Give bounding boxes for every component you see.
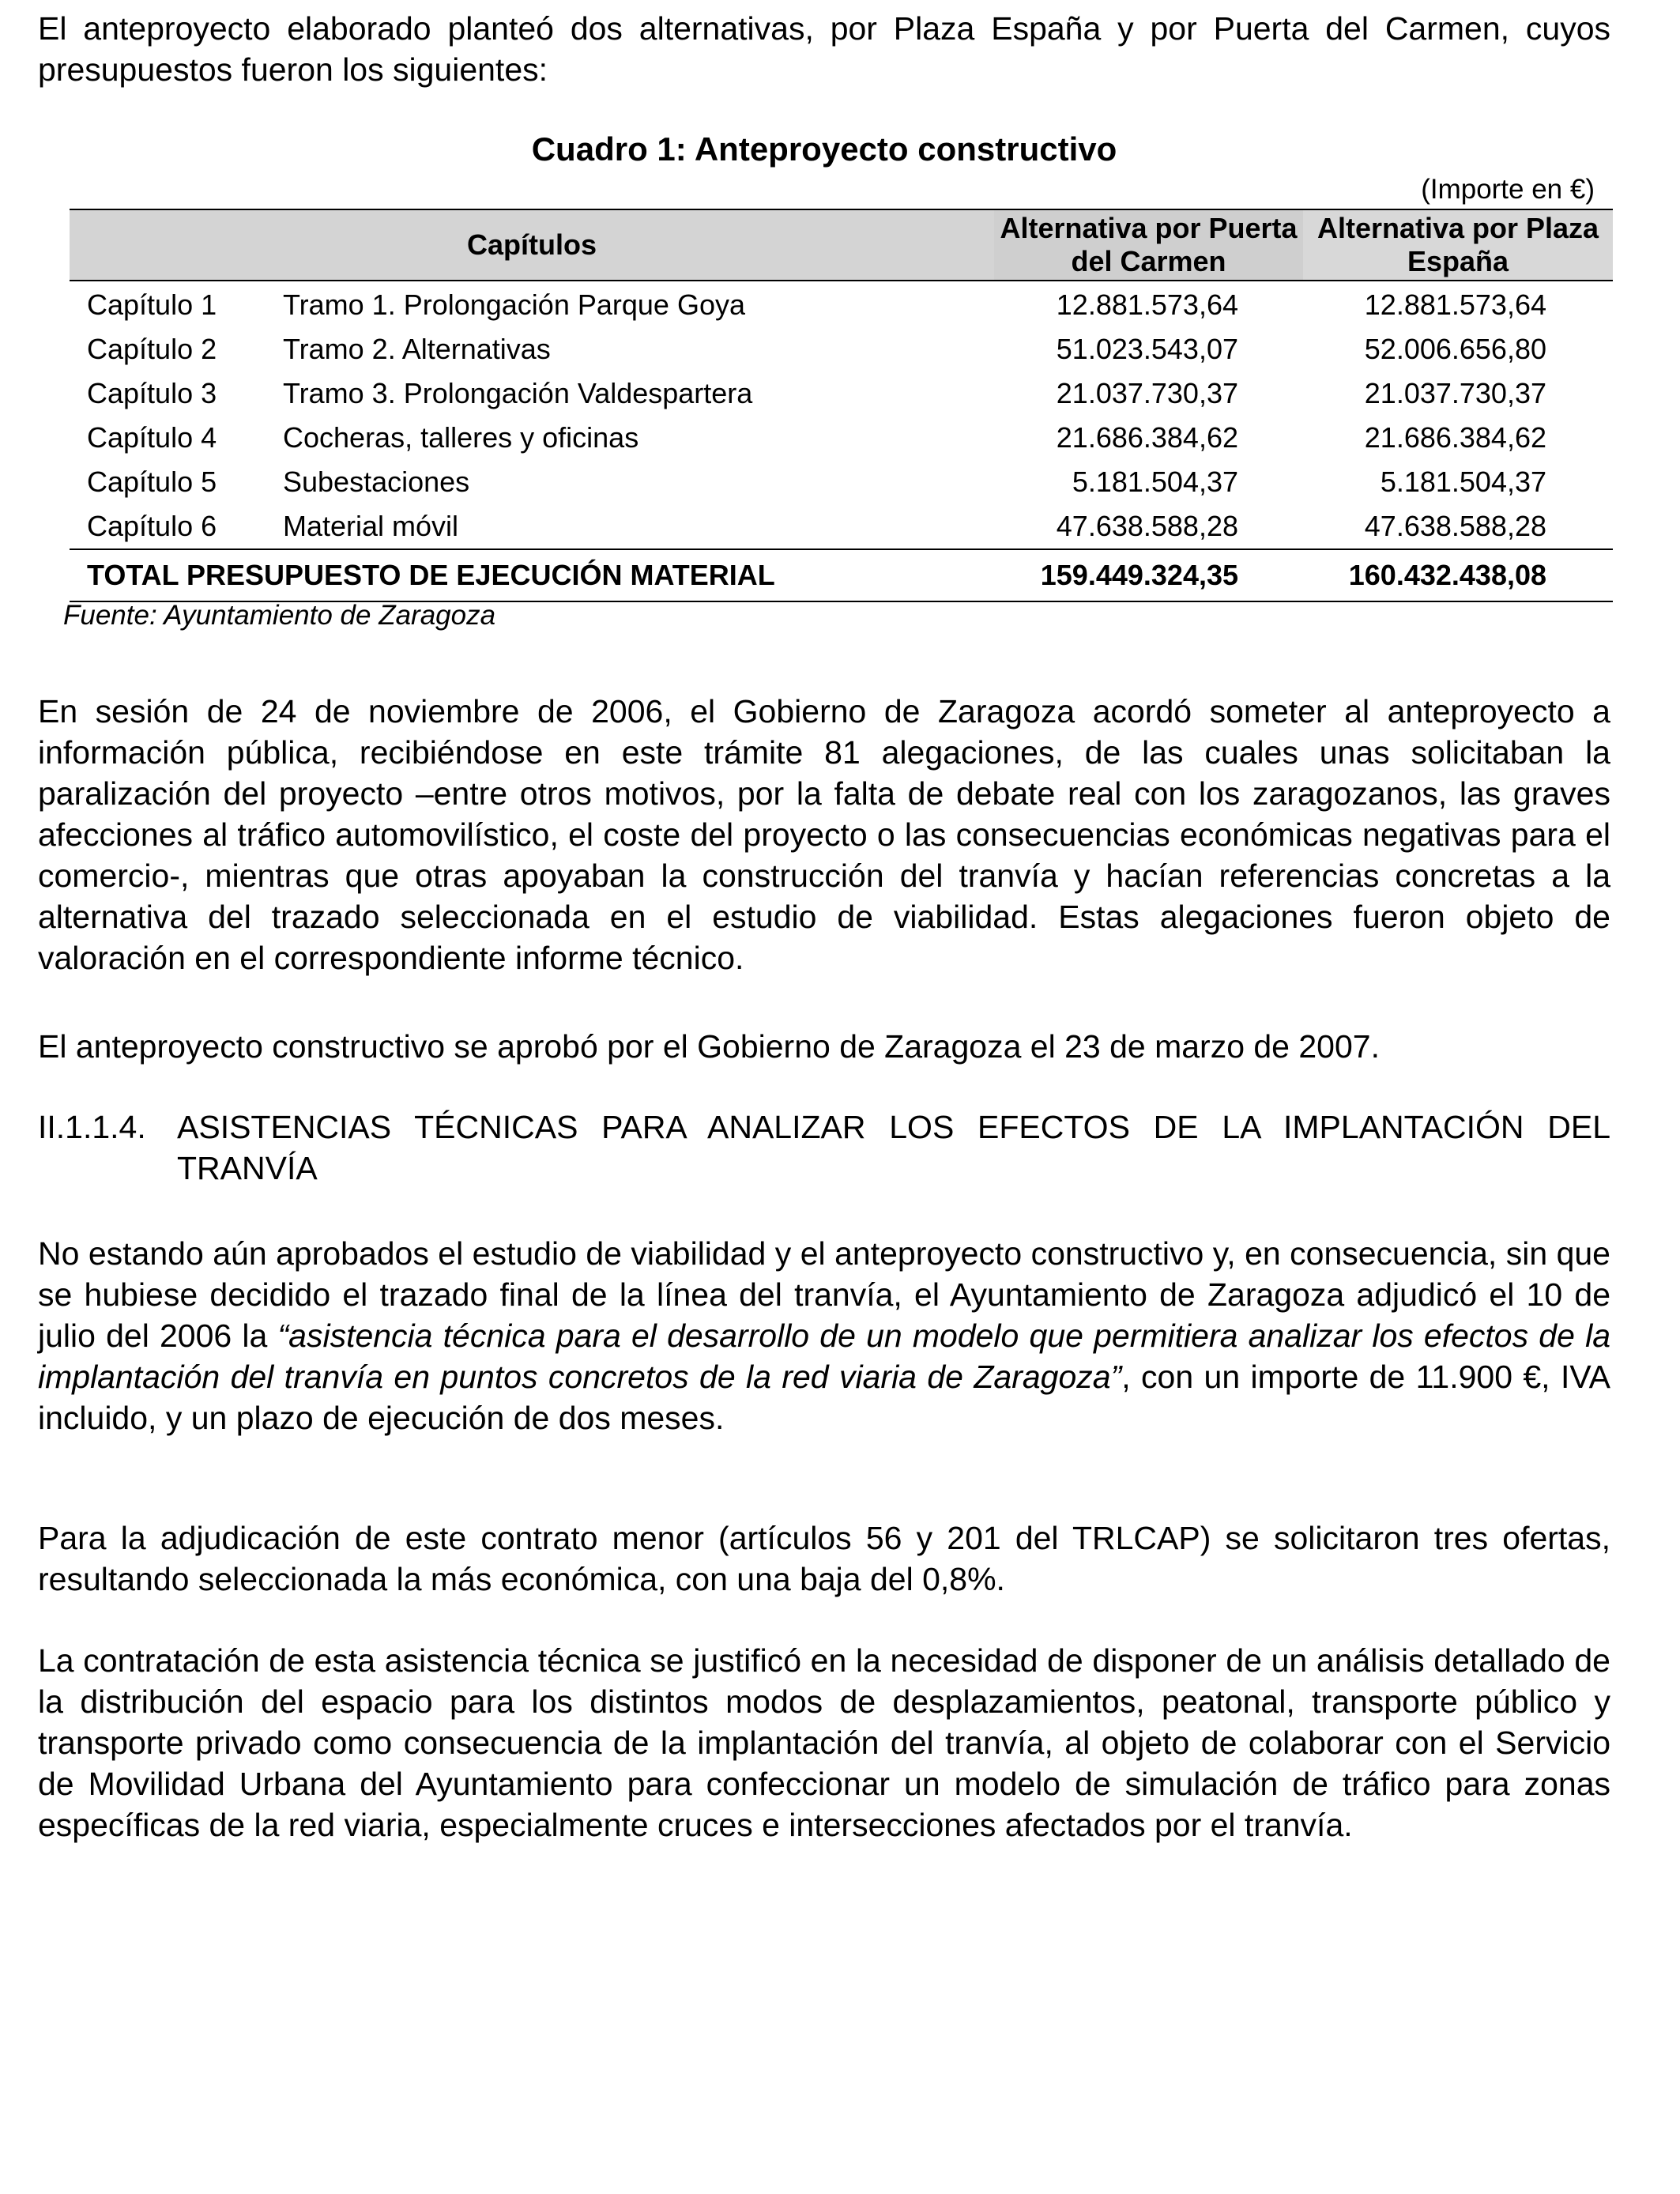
row-amount-plaza: 52.006.656,80: [1364, 333, 1547, 365]
section-title: ASISTENCIAS TÉCNICAS PARA ANALIZAR LOS EFECTOS DE LA IMPLANTACIÓN DEL TRANVÍA: [177, 1109, 1610, 1186]
table-row: [70, 327, 1613, 371]
row-amount-puerta: 21.686.384,62: [1056, 421, 1239, 454]
p4-text-after: , con un importe de 11.900 €, IVA incluido, y un plazo de ejecución de dos meses.: [38, 1359, 1611, 1436]
table-row: [70, 504, 1613, 549]
row-chapter: Capítulo 6: [87, 510, 217, 542]
row-description: Material móvil: [283, 510, 459, 542]
table-header-row: [70, 209, 1613, 281]
section-number: II.1.1.4.: [38, 1109, 146, 1145]
row-amount-plaza: 5.181.504,37: [1380, 466, 1547, 498]
row-amount-puerta: 51.023.543,07: [1056, 333, 1239, 365]
header-alt-plaza: Alternativa por Plaza España: [1303, 209, 1613, 281]
budget-table: [70, 209, 1613, 602]
body-paragraph-alegaciones: En sesión de 24 de noviembre de 2006, el Gobierno de Zaragoza acordó someter al anteproyecto a información pública, recibiéndose en este trámite 81 alegaciones, de las cuales unas solicitaban la paralización del proyecto –entre otros motivos, por la falta de debate real con los zaragozanos, las graves afecciones al tráfico automovilístico, el coste del proyecto o las consecuencias económicas negativas para el comercio-, mientras que otras apoyaban la construcción del tranvía y hacían referencias concretas a la alternativa del trazado seleccionada en el estudio de viabilidad. Estas alegaciones fueron objeto de valoración en el correspondiente informe técnico.: [38, 693, 1610, 976]
body-paragraph-adjudicacion: [38, 1233, 1610, 1438]
total-label: TOTAL PRESUPUESTO DE EJECUCIÓN MATERIAL: [70, 549, 994, 601]
body-paragraph-contrato-menor: Para la adjudicación de este contrato menor (artículos 56 y 201 del TRLCAP) se solicitaron tres ofertas, resultando seleccionada la más económica, con una baja del 0,8%.: [38, 1520, 1610, 1597]
table-row: [70, 371, 1613, 416]
table-title: Cuadro 1: Anteproyecto constructivo: [531, 130, 1117, 168]
row-amount-puerta: 12.881.573,64: [1056, 288, 1239, 321]
row-chapter: Capítulo 1: [87, 288, 217, 321]
row-amount-puerta: 5.181.504,37: [1072, 466, 1239, 498]
row-amount-plaza: 21.686.384,62: [1364, 421, 1547, 454]
budget-table-container: [70, 209, 1613, 602]
total-amount-plaza: 160.432.438,08: [1303, 549, 1613, 601]
row-description: Subestaciones: [283, 466, 470, 498]
row-chapter: Capítulo 5: [87, 466, 217, 498]
p4-text-before: No estando aún aprobados el estudio de viabilidad y el anteproyecto constructivo y, en consecuencia, sin que se hubiese decidido el trazado final de la línea del tranvía, el Ayuntamiento de Zaragoza adjudicó el 10 de julio del 2006 la: [38, 1235, 1610, 1354]
row-description: Cocheras, talleres y oficinas: [283, 421, 639, 454]
row-amount-plaza: 21.037.730,37: [1364, 377, 1547, 409]
row-amount-puerta: 21.037.730,37: [1056, 377, 1239, 409]
total-amount-puerta: 159.449.324,35: [994, 549, 1303, 601]
row-description: Tramo 3. Prolongación Valdespartera: [283, 377, 753, 409]
table-source-note: Fuente: Ayuntamiento de Zaragoza: [63, 600, 496, 631]
row-amount-puerta: 47.638.588,28: [1056, 510, 1239, 542]
table-row: [70, 416, 1613, 460]
row-description: Tramo 2. Alternativas: [283, 333, 551, 365]
table-unit-note: (Importe en €): [1421, 174, 1595, 205]
table-row: [70, 281, 1613, 327]
body-paragraph-justificacion: La contratación de esta asistencia técnica se justificó en la necesidad de disponer de un análisis detallado de la distribución del espacio para los distintos modos de desplazamientos, peatonal, transporte público y transporte privado como consecuencia de la implantación del tranvía, al objeto de colaborar con el Servicio de Movilidad Urbana del Ayuntamiento para confeccionar un modelo de simulación de tráfico para zonas específicas de la red viaria, especialmente cruces e intersecciones afectados por el tranvía.: [38, 1642, 1610, 1843]
table-total-row: [70, 549, 1613, 601]
row-chapter: Capítulo 3: [87, 377, 217, 409]
row-description: Tramo 1. Prolongación Parque Goya: [283, 288, 745, 321]
header-alt-puerta: Alternativa por Puerta del Carmen: [994, 209, 1303, 281]
row-amount-plaza: 47.638.588,28: [1364, 510, 1547, 542]
p4-quoted-title: “asistencia técnica para el desarrollo de un modelo que permitiera analizar los efectos de la implantación del tranvía en puntos concretos de la red viaria de Zaragoza”: [38, 1318, 1610, 1395]
row-chapter: Capítulo 2: [87, 333, 217, 365]
intro-paragraph: El anteproyecto elaborado planteó dos alternativas, por Plaza España y por Puerta del Carmen, cuyos presupuestos fueron los siguientes:: [38, 10, 1610, 88]
header-chapters: Capítulos: [70, 209, 994, 281]
row-chapter: Capítulo 4: [87, 421, 217, 454]
body-paragraph-aprobacion: El anteproyecto constructivo se aprobó por el Gobierno de Zaragoza el 23 de marzo de 2007.: [38, 1028, 1380, 1065]
table-row: [70, 460, 1613, 504]
row-amount-plaza: 12.881.573,64: [1364, 288, 1547, 321]
